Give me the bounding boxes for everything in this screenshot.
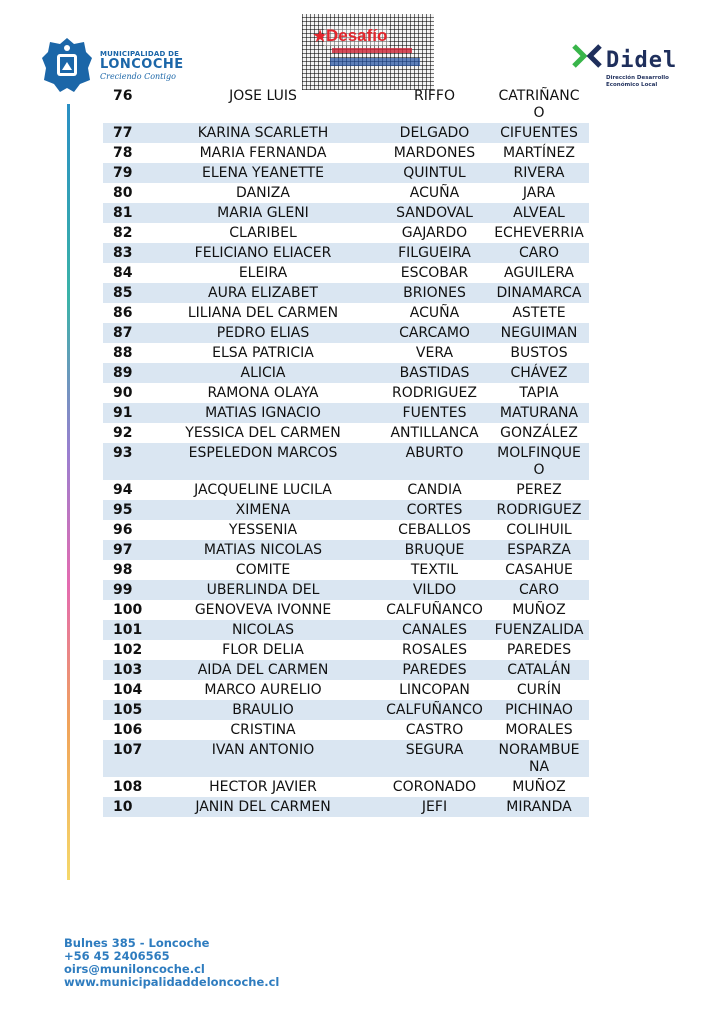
row-number: 104: [113, 682, 143, 698]
table-row: [103, 600, 589, 620]
row-number: 87: [113, 325, 133, 341]
table-row: [103, 580, 589, 600]
second-surname: ALVEAL: [513, 205, 565, 221]
table-row: [103, 540, 589, 560]
first-names: IVAN ANTONIO: [211, 742, 315, 758]
table-row: [103, 403, 589, 423]
second-surname: NEGUIMAN: [500, 325, 578, 341]
first-names: KARINA SCARLETH: [197, 125, 329, 141]
desafio-word: Desafío: [326, 26, 388, 45]
second-surname: MORALES: [505, 722, 573, 738]
first-surname: VILDO: [412, 582, 457, 598]
table-row: [103, 620, 589, 640]
first-names: GENOVEVA IVONNE: [194, 602, 332, 618]
first-names: BRAULIO: [232, 702, 294, 718]
row-number: 89: [113, 365, 133, 381]
second-surname: MIRANDA: [506, 799, 572, 815]
first-surname: ACUÑA: [409, 185, 460, 201]
table-row: [103, 303, 589, 323]
second-surname: RODRIGUEZ: [496, 502, 582, 518]
first-surname: GAJARDO: [401, 225, 468, 241]
first-names: CLARIBEL: [229, 225, 297, 241]
first-names: ALICIA: [240, 365, 286, 381]
first-surname: CANALES: [402, 622, 467, 638]
row-number: 103: [113, 662, 143, 678]
participants-table: [103, 86, 589, 817]
first-names: HECTOR JAVIER: [209, 779, 317, 795]
table-row: [103, 740, 589, 777]
first-surname: BASTIDAS: [399, 365, 470, 381]
table-row: [103, 480, 589, 500]
table-row: [103, 560, 589, 580]
second-surname: MARTÍNEZ: [503, 145, 575, 161]
row-number: 86: [113, 305, 133, 321]
second-surname: NORAMBUENA: [498, 742, 580, 775]
second-surname: CATALÁN: [507, 662, 571, 678]
row-number: 102: [113, 642, 143, 658]
second-surname: TAPIA: [519, 385, 559, 401]
table-row: [103, 183, 589, 203]
second-surname: GONZÁLEZ: [500, 425, 578, 441]
table-row: [103, 86, 589, 123]
second-surname: PICHINAO: [505, 702, 573, 718]
first-surname: QUINTUL: [403, 165, 466, 181]
first-names: MARCO AURELIO: [204, 682, 322, 698]
first-surname: ACUÑA: [409, 305, 460, 321]
second-surname: CURÍN: [516, 682, 562, 698]
first-surname: RIFFO: [414, 88, 455, 104]
second-surname: CATRIÑANCO: [498, 88, 580, 121]
didel-logo: [572, 42, 692, 92]
desafio-footer-bar: [330, 58, 420, 66]
table-row: [103, 143, 589, 163]
table-row: [103, 797, 589, 817]
first-surname: CASTRO: [405, 722, 464, 738]
first-surname: ESCOBAR: [400, 265, 469, 281]
first-names: MARIA GLENI: [217, 205, 309, 221]
row-number: 85: [113, 285, 133, 301]
muni-line2: LONCOCHE: [100, 57, 184, 72]
first-surname: CALFUÑANCO: [386, 702, 483, 718]
first-names: ESPELEDON MARCOS: [188, 445, 338, 461]
table-row: [103, 223, 589, 243]
first-surname: FUENTES: [402, 405, 467, 421]
second-surname: CASAHUE: [505, 562, 573, 578]
table-row: [103, 500, 589, 520]
row-number: 83: [113, 245, 133, 261]
second-surname: RIVERA: [513, 165, 565, 181]
footer-email[interactable]: oirs@muniloncoche.cl: [64, 962, 205, 976]
row-number: 78: [113, 145, 133, 161]
second-surname: CARO: [518, 245, 560, 261]
second-surname: MUÑOZ: [512, 779, 566, 795]
didel-sub-line2: Económico Local: [606, 82, 658, 88]
second-surname: CHÁVEZ: [510, 365, 568, 381]
second-surname: MATURANA: [499, 405, 579, 421]
muni-line1: MUNICIPALIDAD DE: [100, 50, 180, 58]
second-surname: DINAMARCA: [496, 285, 582, 301]
row-number: 108: [113, 779, 143, 795]
row-number: 92: [113, 425, 133, 441]
municipal-seal-icon: [40, 36, 94, 94]
row-number: 99: [113, 582, 133, 598]
first-names: MATIAS IGNACIO: [205, 405, 321, 421]
table-row: [103, 343, 589, 363]
table-row: [103, 203, 589, 223]
row-number: 93: [113, 445, 133, 461]
first-names: COMITE: [235, 562, 291, 578]
didel-mark-icon: [572, 42, 602, 72]
first-surname: PAREDES: [402, 662, 467, 678]
first-surname: CEBALLOS: [398, 522, 471, 538]
footer-website[interactable]: www.municipalidaddeloncoche.cl: [64, 975, 280, 989]
first-names: YESSENIA: [228, 522, 298, 538]
first-surname: CORONADO: [392, 779, 477, 795]
first-names: NICOLAS: [232, 622, 294, 638]
row-number: 10: [113, 799, 133, 815]
desafio-logo: [302, 14, 434, 90]
first-surname: RODRIGUEZ: [392, 385, 477, 401]
first-names: AIDA DEL CARMEN: [197, 662, 329, 678]
first-surname: VERA: [415, 345, 454, 361]
row-number: 88: [113, 345, 133, 361]
row-number: 84: [113, 265, 133, 281]
table-row: [103, 700, 589, 720]
second-surname: CIFUENTES: [500, 125, 578, 141]
footer-phone: +56 45 2406565: [64, 949, 170, 963]
first-surname: ANTILLANCA: [390, 425, 479, 441]
table-row: [103, 443, 589, 480]
row-number: 98: [113, 562, 133, 578]
table-row: [103, 423, 589, 443]
first-names: JACQUELINE LUCILA: [194, 482, 332, 498]
first-surname: LINCOPAN: [399, 682, 470, 698]
first-names: YESSICA DEL CARMEN: [185, 425, 341, 441]
first-names: ELSA PATRICIA: [212, 345, 314, 361]
first-names: AURA ELIZABET: [208, 285, 318, 301]
second-surname: MUÑOZ: [512, 602, 566, 618]
second-surname: BUSTOS: [510, 345, 568, 361]
didel-sub-line1: Dirección Desarrollo: [606, 75, 669, 81]
row-number: 106: [113, 722, 143, 738]
first-names: CRISTINA: [230, 722, 296, 738]
first-names: XIMENA: [235, 502, 291, 518]
row-number: 95: [113, 502, 133, 518]
first-surname: SANDOVAL: [396, 205, 473, 221]
row-number: 77: [113, 125, 133, 141]
row-number: 107: [113, 742, 143, 758]
first-names: FLOR DELIA: [222, 642, 304, 658]
first-names: PEDRO ELIAS: [216, 325, 310, 341]
table-row: [103, 323, 589, 343]
decorative-gradient-line: [67, 104, 70, 880]
first-names: ELENA YEANETTE: [202, 165, 324, 181]
second-surname: PAREDES: [506, 642, 572, 658]
first-surname: CORTES: [406, 502, 463, 518]
first-surname: ABURTO: [405, 445, 464, 461]
desafio-subtitle-bar: [332, 48, 412, 53]
row-number: 81: [113, 205, 133, 221]
table-row: [103, 283, 589, 303]
second-surname: COLIHUIL: [506, 522, 572, 538]
second-surname: PEREZ: [516, 482, 562, 498]
first-names: JOSE LUIS: [229, 88, 297, 104]
table-row: [103, 363, 589, 383]
row-number: 100: [113, 602, 143, 618]
row-number: 97: [113, 542, 133, 558]
first-surname: TEXTIL: [410, 562, 459, 578]
row-number: 82: [113, 225, 133, 241]
first-surname: CARCAMO: [399, 325, 470, 341]
first-surname: JEFI: [421, 799, 448, 815]
second-surname: FUENZALIDA: [494, 622, 584, 638]
first-names: JANIN DEL CARMEN: [195, 799, 331, 815]
first-surname: BRIONES: [403, 285, 466, 301]
table-row: [103, 520, 589, 540]
second-surname: ESPARZA: [507, 542, 571, 558]
first-names: MATIAS NICOLAS: [203, 542, 323, 558]
table-row: [103, 660, 589, 680]
row-number: 105: [113, 702, 143, 718]
table-row: [103, 243, 589, 263]
first-surname: MARDONES: [393, 145, 476, 161]
first-surname: ROSALES: [401, 642, 467, 658]
table-row: [103, 263, 589, 283]
second-surname: ASTETE: [512, 305, 566, 321]
first-names: FELICIANO ELIACER: [194, 245, 332, 261]
muni-tagline: Creciendo Contigo: [100, 72, 176, 81]
second-surname: JARA: [522, 185, 556, 201]
footer-address: Bulnes 385 - Loncoche: [64, 936, 210, 950]
first-surname: FILGUEIRA: [398, 245, 471, 261]
row-number: 76: [113, 88, 133, 104]
row-number: 80: [113, 185, 133, 201]
table-row: [103, 163, 589, 183]
row-number: 101: [113, 622, 143, 638]
didel-subtitle: [606, 75, 669, 89]
first-names: LILIANA DEL CARMEN: [187, 305, 339, 321]
first-names: MARIA FERNANDA: [199, 145, 327, 161]
row-number: 90: [113, 385, 133, 401]
first-names: RAMONA OLAYA: [207, 385, 319, 401]
table-row: [103, 123, 589, 143]
first-names: ELEIRA: [238, 265, 288, 281]
row-number: 79: [113, 165, 133, 181]
first-surname: BRUQUE: [404, 542, 465, 558]
first-surname: SEGURA: [405, 742, 464, 758]
row-number: 96: [113, 522, 133, 538]
table-row: [103, 720, 589, 740]
table-row: [103, 383, 589, 403]
first-surname: DELGADO: [399, 125, 470, 141]
row-number: 91: [113, 405, 133, 421]
row-number: 94: [113, 482, 133, 498]
second-surname: ECHEVERRIA: [494, 225, 584, 241]
first-surname: CALFUÑANCO: [386, 602, 483, 618]
second-surname: CARO: [518, 582, 560, 598]
table-row: [103, 680, 589, 700]
star-icon: ★: [312, 26, 329, 47]
second-surname: MOLFINQUEO: [497, 445, 581, 478]
table-row: [103, 777, 589, 797]
second-surname: AGUILERA: [504, 265, 574, 281]
didel-word: Didel: [606, 48, 678, 73]
table-row: [103, 640, 589, 660]
first-names: UBERLINDA DEL: [206, 582, 320, 598]
footer-contact: [64, 937, 279, 989]
first-names: DANIZA: [236, 185, 290, 201]
first-surname: CANDIA: [407, 482, 462, 498]
